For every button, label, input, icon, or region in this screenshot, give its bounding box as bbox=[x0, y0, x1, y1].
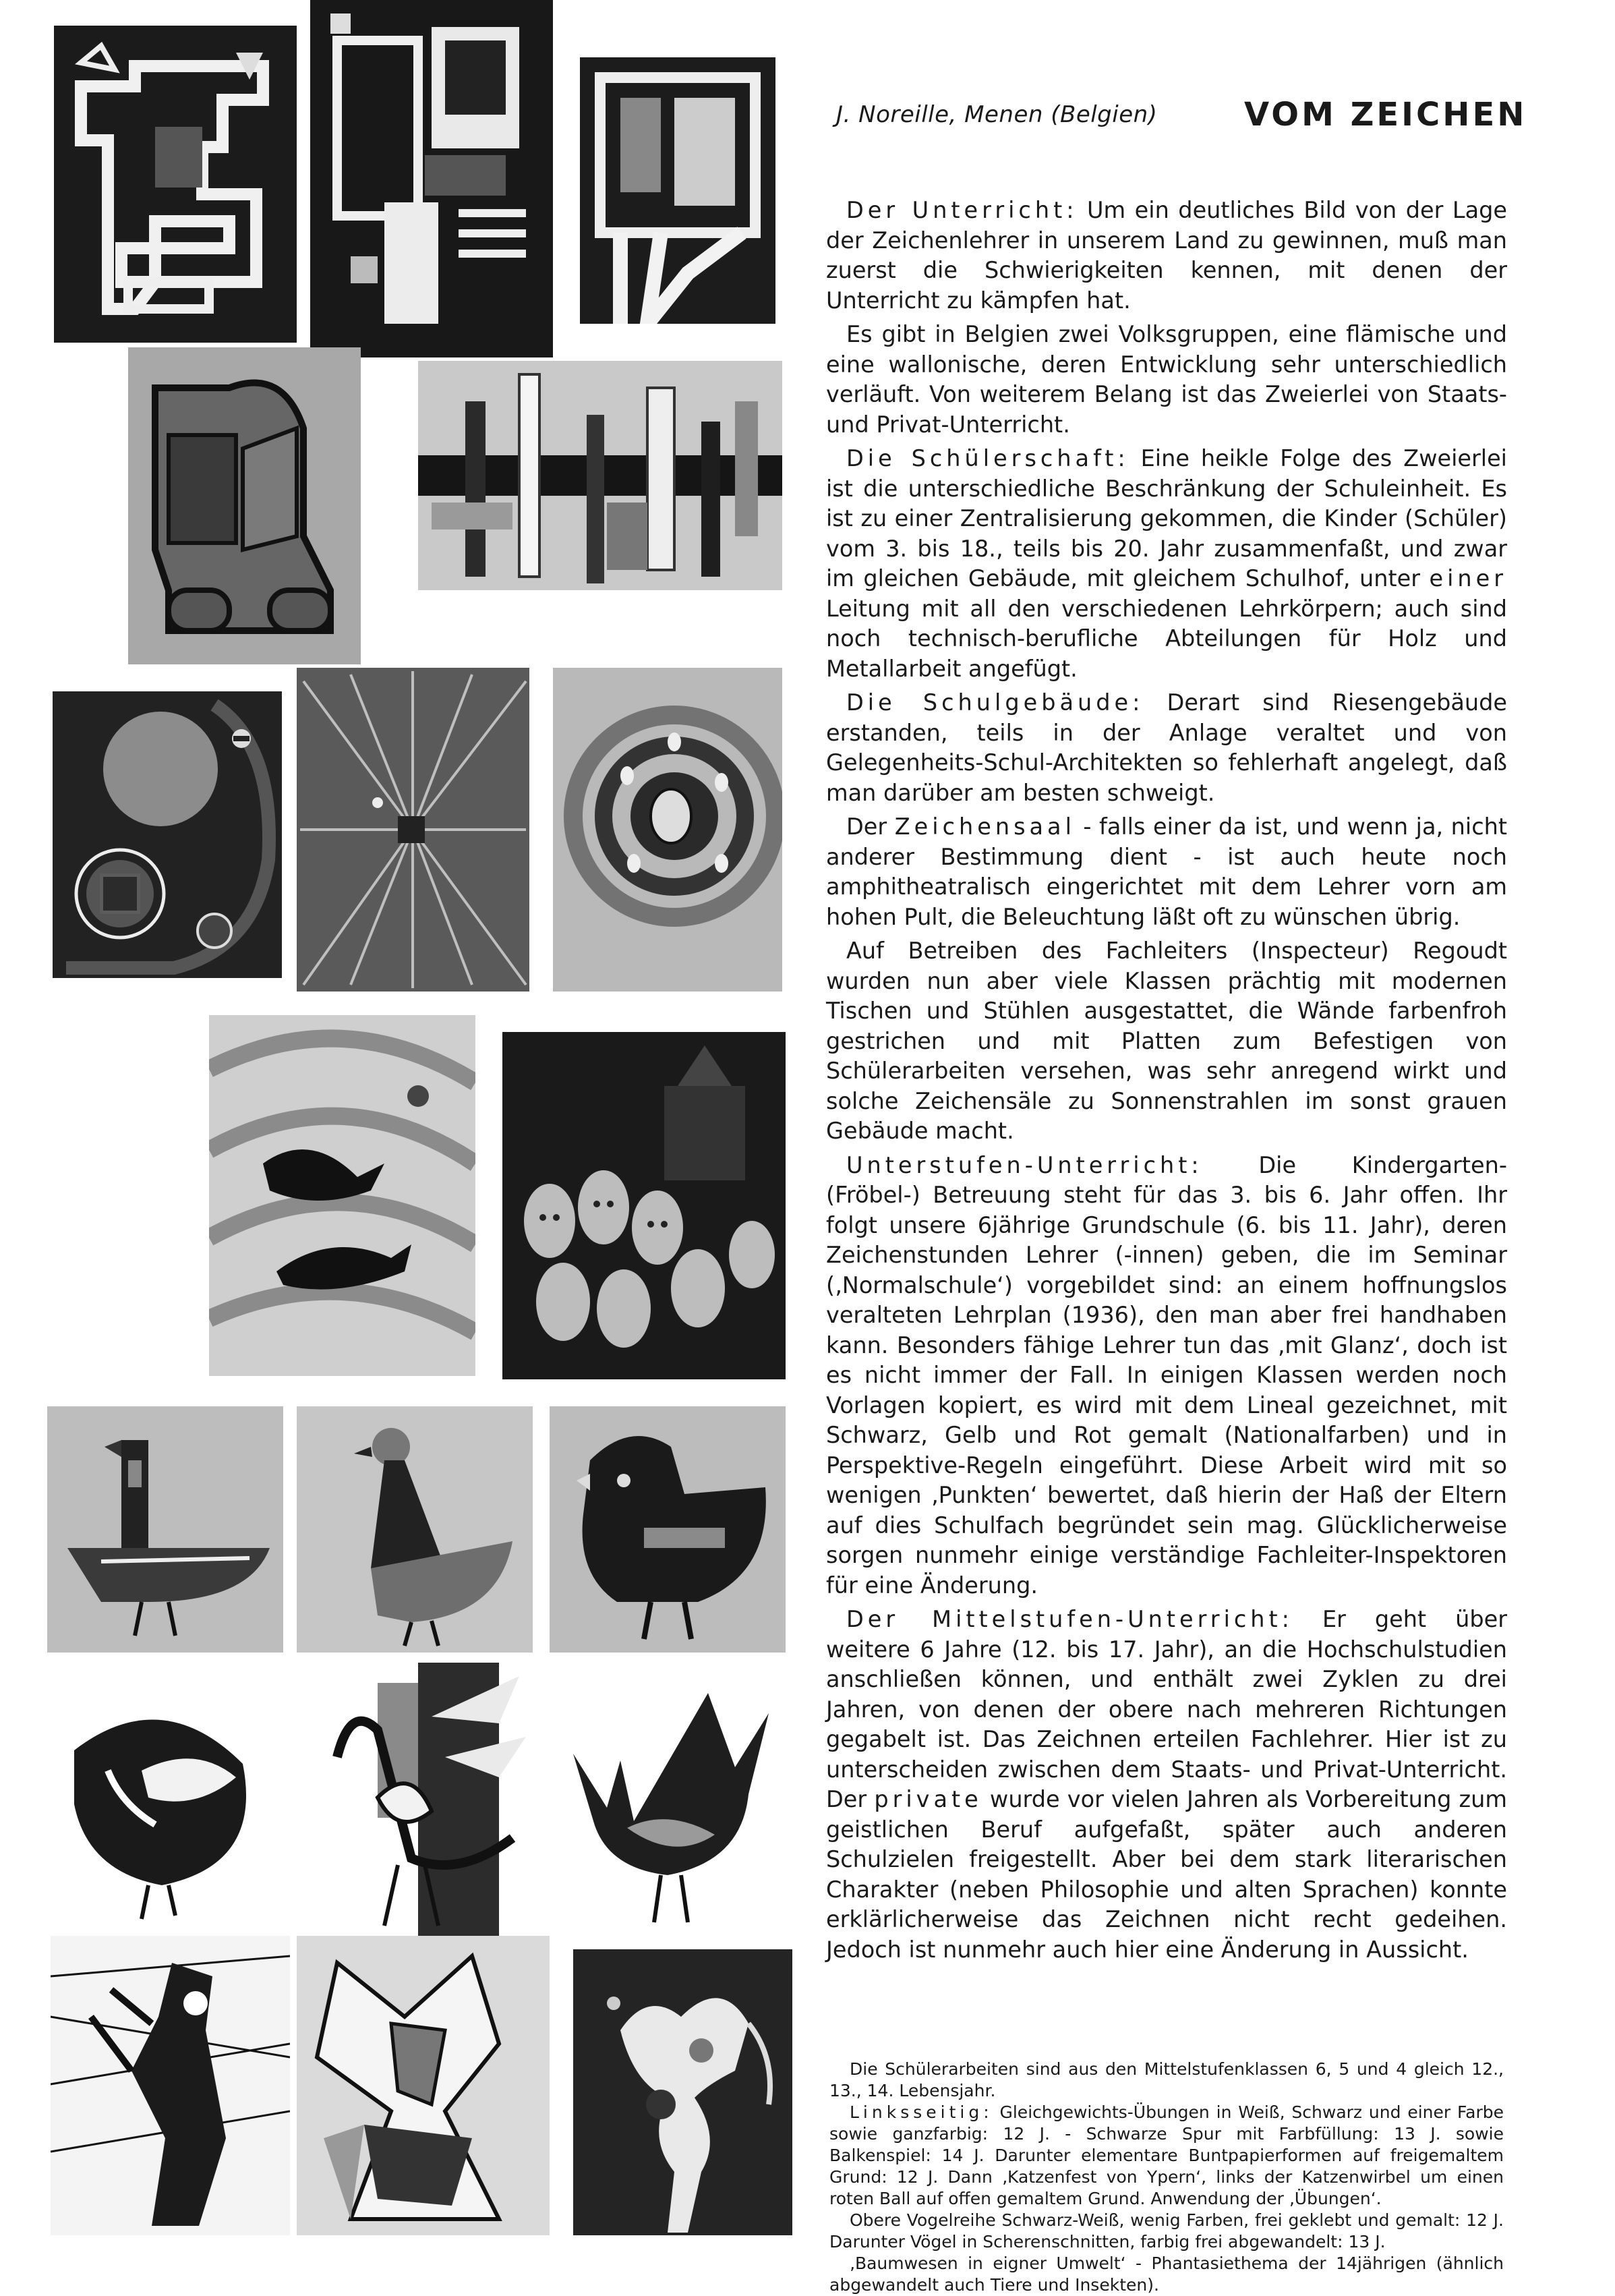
artwork-bird-black-white-3 bbox=[550, 1406, 786, 1653]
paragraph bbox=[826, 812, 1507, 932]
paragraph-text: wurde vor vielen Jahren als Vorbereitung zum geistlichen Beruf aufgefaßt, später auch anderen Schulzielen freigestellt. Aber bei dem stark literarischen Charakter (neben Philosophie und alten Sprachen) konnte erklärlicherweise das Zeichnen nicht recht gedeihen. Jedoch ist nunmehr auch hier eine Änderung in Aussicht. bbox=[826, 1786, 1507, 1963]
artwork-balance-exercise-1 bbox=[54, 26, 297, 343]
paragraph-text: Auf Betreiben des Fachleiters (Inspecteur) Regoudt wurden nun aber viele Klassen prächtig mit modernen Tischen und Stühlen ausgestattet, die Wände farbenfroh gestrichen und mit Platten zum Befestigen von Schülerarbeiten versehen, was sehr anregend wirkt und solche Zeichensäle zu Sonnenstrahlen im sonst grauen Gebäude macht. bbox=[826, 938, 1507, 1144]
artwork-cat-festival-ypern-1 bbox=[209, 1015, 475, 1376]
artwork-cat-whirl-red-ball bbox=[553, 668, 782, 992]
paragraph-text: Er geht über weitere 6 Jahre (12. bis 17. Jahr), an die Hochschulstudien anschließen können, und enthält zwei Zyklen zu drei Jahren, von denen der obere nach mehreren Richtungen gegabelt ist. Das Zeichnen erteilen Fachlehrer. Hier ist zu unterscheiden zwischen dem Staats- und Privat-Unterricht. Der bbox=[826, 1606, 1507, 1812]
artwork-cat-festival-burst bbox=[297, 668, 529, 992]
paragraph bbox=[826, 1151, 1507, 1601]
paragraph bbox=[826, 444, 1507, 684]
emphasis: einer bbox=[1429, 565, 1507, 592]
author-line: J. Noreille, Menen (Belgien) bbox=[836, 101, 1158, 128]
artwork-balance-exercise-2 bbox=[310, 0, 553, 357]
artwork-bird-black-white-1 bbox=[47, 1406, 283, 1653]
caption-line bbox=[829, 2102, 1504, 2210]
artwork-cat-festival-ypern-2 bbox=[502, 1032, 786, 1379]
section-heading: Zeichensaal bbox=[894, 813, 1076, 840]
emphasis: private bbox=[874, 1786, 982, 1812]
paragraph-text: Eine heikle Folge des Zweierlei ist die unterschiedliche Beschränkung der Schuleinheit. Es ist zu einer Zentralisierung gekommen, die Kinder (Schüler) vom 3. bis 18., teils bis 20. Jahr zusammenfaßt, und zwar im gleichen Gebäude, mit gleichem Schulhof, unter bbox=[826, 445, 1507, 592]
caption-line: ‚Baumwesen in eigner Umwelt‘ - Phantasiethema der 14jährigen (ähnlich abgewandelt auch Tiere und Insekten). bbox=[829, 2254, 1504, 2295]
section-heading: Unterstufen-Unterricht: bbox=[846, 1151, 1203, 1178]
artwork-tree-being-2 bbox=[297, 1936, 550, 2235]
paragraph bbox=[826, 688, 1507, 808]
caption-heading: Linksseitig: bbox=[850, 2102, 993, 2122]
artwork-black-trace-colour-fill bbox=[128, 347, 361, 664]
paragraph bbox=[826, 196, 1507, 316]
paragraph bbox=[826, 1605, 1507, 1965]
paragraph-text: Derart sind Riesengebäude erstanden, teils in der Anlage veraltet und von Gelegenheits-Schul-Architekten so fehlerhaft angelegt, daß man darüber am besten schweigt. bbox=[826, 689, 1507, 806]
paragraph bbox=[826, 936, 1507, 1147]
artwork-bird-cutout-2 bbox=[297, 1663, 536, 1936]
section-heading: Der Mittelstufen-Unterricht: bbox=[846, 1606, 1293, 1632]
paragraph-text: Leitung mit all den verschiedenen Lehrkörpern; auch sind noch technisch-berufliche Abteilungen für Holz und Metallarbeit angefügt. bbox=[826, 595, 1507, 682]
paragraph-text: Es gibt in Belgien zwei Volksgruppen, eine flämische und eine wallonische, deren Entwicklung sehr unterschiedlich verläuft. Von weiterem Belang ist das Zweierlei von Staats- und Privat-Unterricht. bbox=[826, 321, 1507, 438]
artwork-bird-cutout-3 bbox=[553, 1673, 786, 1939]
section-heading: Die Schulgebäude: bbox=[846, 689, 1144, 716]
artwork-paper-forms-painted-ground bbox=[53, 691, 282, 978]
paragraph-text: Die Kindergarten- (Fröbel-) Betreuung steht für das 3. bis 6. Jahr offen. Ihr folgt unsere 6jährige Grundschule (6. bis 11. Jahr), deren Zeichenstunden Lehrer (-innen) geben, die im Seminar (‚Normalschule‘) vorgebildet sind: an einem hoffnungslos veralteten Lehrplan (1936), den man aber frei handhaben kann. Besonders fähige Lehrer tun das ‚mit Glanz‘, doch ist es nicht immer der Fall. In einigen Klassen werden noch Vorlagen kopiert, es wird mit dem Lineal gezeichnet, mit Schwarz, Gelb und Rot gemalt (Nationalfarben) und in Perspektive-Regeln eingeführt. Diese Arbeit wird mit so wenigen ‚Punkten‘ bewertet, daß hierin der Haß der Eltern auf dies Schulfach begründet sein mag. Glücklicherweise sorgen nunmehr einige verständige Fachleiter-Inspektoren für eine Änderung. bbox=[826, 1151, 1507, 1599]
artwork-bird-cutout-1 bbox=[47, 1669, 280, 1929]
paragraph-text: - falls einer da ist, und wenn ja, nicht anderer Bestimmung dient - ist auch heute noch amphitheatralisch eingerichtet mit dem Lehrer vorn am hohen Pult, die Beleuchtung läßt oft zu wünschen übrig. bbox=[826, 813, 1508, 930]
caption-line: Die Schülerarbeiten sind aus den Mittelstufenklassen 6, 5 und 4 gleich 12., 13., 14. Lebensjahr. bbox=[829, 2059, 1504, 2100]
artwork-bird-black-white-2 bbox=[297, 1406, 533, 1653]
article-body bbox=[826, 196, 1507, 1969]
artwork-tree-being-3 bbox=[573, 1949, 792, 2235]
paragraph bbox=[826, 320, 1507, 440]
section-heading: Die Schülerschaft: bbox=[846, 445, 1129, 471]
artwork-tree-being-1 bbox=[51, 1936, 290, 2235]
article-title: VOM ZEICHEN bbox=[1244, 96, 1527, 134]
artwork-balance-exercise-3 bbox=[580, 57, 775, 324]
artwork-beam-play bbox=[418, 361, 782, 590]
section-heading: Der Unterricht: bbox=[846, 197, 1078, 223]
paragraph-text: Der bbox=[846, 813, 895, 840]
paragraph-text: Um ein deutliches Bild von der Lage der Zeichenlehrer in unserem Land zu gewinnen, muß man zuerst die Schwierigkeiten kennen, mit denen der Unterricht zu kämpfen hat. bbox=[826, 197, 1507, 314]
image-caption bbox=[829, 2059, 1504, 2296]
caption-line: Obere Vogelreihe Schwarz-Weiß, wenig Farben, frei geklebt und gemalt: 12 J. Darunter Vögel in Scherenschnitten, farbig frei abgewandelt: 13 J. bbox=[829, 2210, 1504, 2251]
caption-text: Gleichgewichts-Übungen in Weiß, Schwarz und einer Farbe sowie ganzfarbig: 12 J. - Schwarze Spur mit Farbfüllung: 13 J. sowie Balkenspiel: 14 J. Darunter elementare Buntpapierformen auf freigemaltem Grund: 12 J. Dann ‚Katzenfest von Ypern‘, links der Katzenwirbel um einen roten Ball auf offen gemaltem Grund. Anwendung der ‚Übungen‘. bbox=[829, 2102, 1504, 2208]
